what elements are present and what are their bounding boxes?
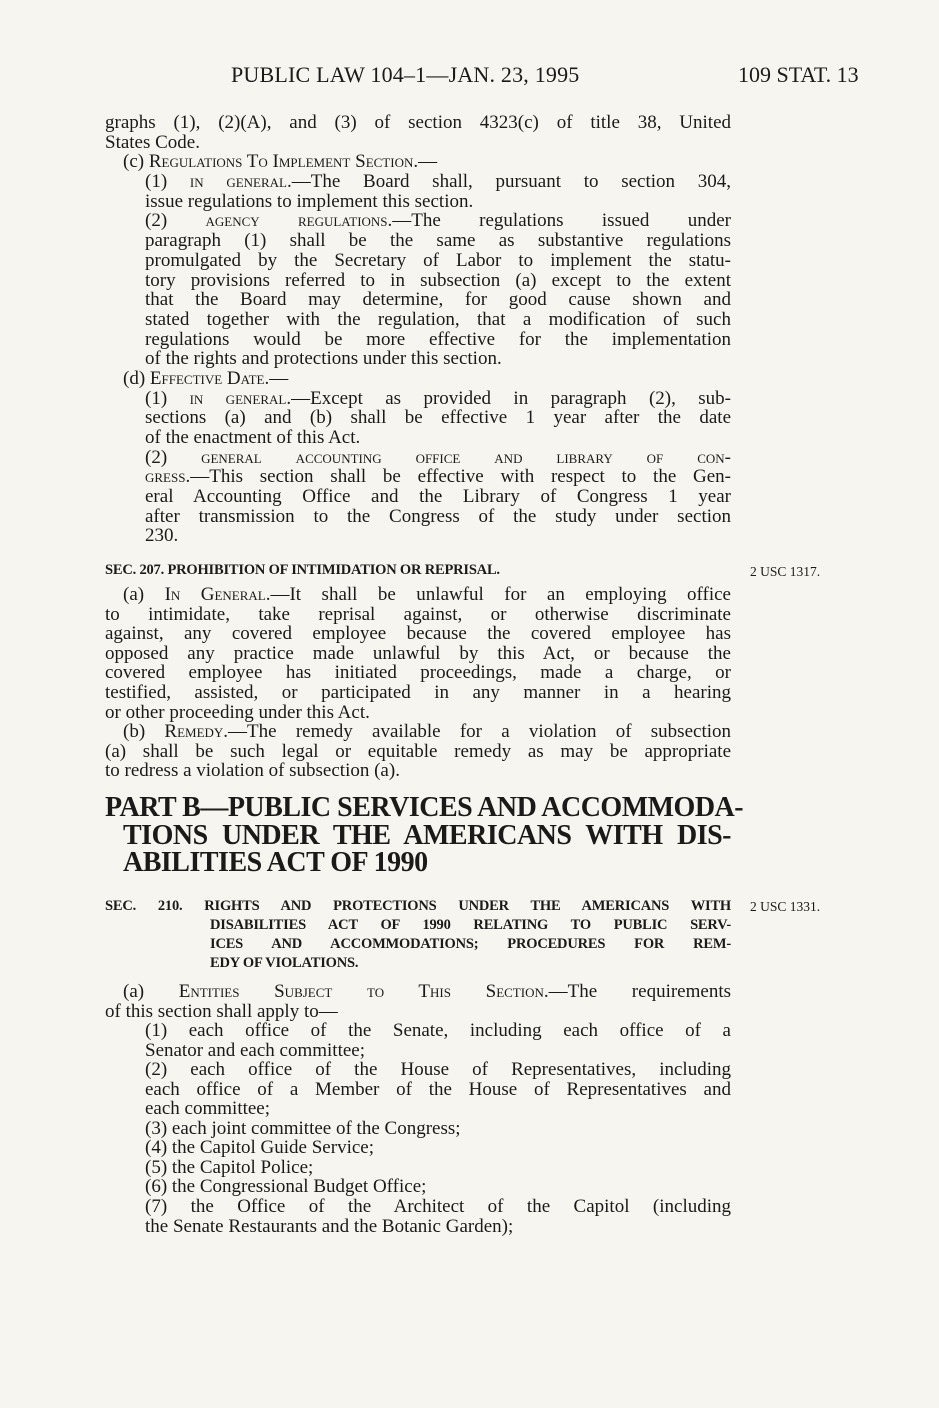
text-line [105, 133, 731, 153]
text-run: .—The requirements [543, 981, 731, 1002]
section-206-continuation [105, 113, 731, 546]
text-run: .—It shall be unlawful for an employing office [265, 584, 731, 605]
text-line [105, 369, 731, 389]
paragraph [105, 1021, 731, 1060]
text-line [105, 703, 731, 723]
text-run: .—Except as provided in paragraph (2), sub- [286, 387, 731, 409]
text-run: or other proceeding under this Act. [105, 701, 370, 723]
text-line [105, 526, 731, 546]
text-line [105, 211, 731, 231]
section-210-body [105, 982, 731, 1236]
text-run: tory provisions referred to in subsection (a) except to the extent [145, 269, 731, 291]
text-line [105, 982, 731, 1002]
text-run: testified, assisted, or participated in any manner in a hearing [105, 681, 731, 703]
text-line [105, 585, 731, 605]
text-run: sections (a) and (b) shall be effective 1 year after the date [145, 407, 731, 429]
small-caps-heading: general accounting office and library of con- [201, 446, 731, 468]
text-line [105, 448, 731, 468]
text-run: to redress a violation of subsection (a). [105, 760, 400, 782]
text-line [105, 624, 731, 644]
paragraph [105, 1177, 731, 1197]
text-line [105, 172, 731, 192]
statute-page-number: 109 STAT. 13 [738, 62, 859, 87]
text-run: each office of a Member of the House of Representatives and [145, 1078, 731, 1100]
text-line [105, 1099, 731, 1119]
small-caps-heading: In General [164, 584, 266, 605]
text-run: (1) each office of the Senate, including each office of a [145, 1020, 731, 1042]
text-line [105, 1158, 731, 1178]
paragraph [105, 152, 731, 172]
part-b-heading-line: PART B—PUBLIC SERVICES AND ACCOMMODA- [105, 792, 744, 823]
text-line [105, 507, 731, 527]
text-run: of this section shall apply to— [105, 1000, 338, 1022]
text-run: after transmission to the Congress of the study under section [145, 505, 731, 527]
small-caps-heading: gress [145, 466, 186, 488]
text-line [105, 644, 731, 664]
text-run: eral Accounting Office and the Library of Congress 1 year [145, 486, 731, 508]
text-run: paragraph (1) shall be the same as substantive regulations [145, 230, 731, 252]
text-run: (3) each joint committee of the Congress; [145, 1117, 461, 1139]
text-line [105, 113, 731, 133]
small-caps-heading: Remedy [164, 721, 224, 743]
text-line [105, 1197, 731, 1217]
text-run: (7) the Office of the Architect of the Capitol (including [145, 1196, 731, 1218]
section-207-heading: SEC. 207. PROHIBITION OF INTIMIDATION OR REPRISAL. [105, 562, 500, 578]
paragraph [105, 722, 731, 781]
text-line [105, 1080, 731, 1100]
text-line [105, 1060, 731, 1080]
text-run: .—The regulations issued under [387, 210, 731, 232]
section-210-heading-line: DISABILITIES ACT OF 1990 RELATING TO PUBLIC SERV- [210, 917, 731, 933]
text-line [105, 290, 731, 310]
text-run: regulations would be more effective for the implementation [145, 328, 731, 350]
small-caps-heading: Regulations To Implement Section [148, 151, 414, 173]
paragraph [105, 1197, 731, 1236]
paragraph [105, 211, 731, 369]
text-run: .— [413, 151, 438, 173]
small-caps-heading: in general [189, 171, 287, 193]
text-run: graphs (1), (2)(A), and (3) of section 4323(c) of title 38, United [105, 112, 731, 133]
paragraph [105, 585, 731, 722]
text-run: States Code. [105, 131, 200, 153]
text-run: that the Board may determine, for good cause shown and [145, 289, 731, 311]
small-caps-heading: Effective Date [149, 367, 265, 389]
text-run: (2) each office of the House of Representatives, including [145, 1059, 731, 1081]
text-run: stated together with the regulation, that a modification of such [145, 308, 731, 330]
text-line [105, 330, 731, 350]
text-line [105, 271, 731, 291]
text-line [105, 1119, 731, 1139]
text-line [105, 487, 731, 507]
text-line [105, 251, 731, 271]
text-line [105, 1021, 731, 1041]
text-line [105, 1217, 731, 1237]
paragraph [105, 448, 731, 546]
text-run: against, any covered employee because the covered employee has [105, 623, 731, 645]
text-run: to intimidate, take reprisal against, or otherwise discriminate [105, 603, 731, 625]
text-run: (2) [145, 446, 202, 468]
text-run: each committee; [145, 1098, 271, 1120]
text-line [105, 1041, 731, 1061]
text-line [105, 310, 731, 330]
text-line [105, 467, 731, 487]
text-run: (6) the Congressional Budget Office; [145, 1176, 427, 1198]
part-b-heading-line: TIONS UNDER THE AMERICANS WITH DIS- [123, 819, 731, 851]
text-run: the Senate Restaurants and the Botanic Garden); [145, 1215, 514, 1237]
paragraph [105, 982, 731, 1021]
section-210-heading-line: SEC. 210. RIGHTS AND PROTECTIONS UNDER THE AMERICANS WITH [105, 898, 731, 914]
text-run: of the enactment of this Act. [145, 427, 361, 448]
text-run: of the rights and protections under this section. [145, 348, 502, 370]
text-line [105, 152, 731, 172]
text-run: .—This section shall be effective with respect to the Gen- [185, 466, 731, 488]
text-run: (4) the Capitol Guide Service; [145, 1137, 374, 1159]
text-line [105, 761, 731, 781]
text-line [105, 349, 731, 369]
text-run: issue regulations to implement this section. [145, 190, 474, 212]
paragraph [105, 1060, 731, 1119]
text-run: .—The remedy available for a violation of subsection [223, 721, 731, 743]
text-run: (a) [123, 981, 179, 1002]
text-line [105, 722, 731, 742]
paragraph [105, 172, 731, 211]
text-run: (1) [145, 171, 190, 193]
text-line [105, 742, 731, 762]
text-run: (a) [123, 584, 165, 605]
small-caps-heading: Entities Subject to This Section [178, 981, 544, 1002]
small-caps-heading: in general [189, 387, 287, 409]
text-run: .—The Board shall, pursuant to section 304, [287, 171, 731, 193]
text-line [105, 428, 731, 448]
text-line [105, 1138, 731, 1158]
paragraph [105, 113, 731, 152]
text-run: .— [264, 367, 289, 389]
text-line [105, 1177, 731, 1197]
text-run: (2) [145, 210, 206, 232]
text-run: (a) shall be such legal or equitable remedy as may be appropriate [105, 740, 731, 762]
paragraph [105, 1158, 731, 1178]
text-run: Senator and each committee; [145, 1039, 365, 1061]
part-b-heading [105, 792, 744, 878]
text-run: covered employee has initiated proceedings, made a charge, or [105, 662, 731, 684]
text-line [105, 389, 731, 409]
text-line [105, 192, 731, 212]
text-line [105, 408, 731, 428]
text-run: (d) [123, 367, 150, 389]
text-line [105, 231, 731, 251]
text-run: opposed any practice made unlawful by this Act, or because the [105, 642, 731, 664]
section-207-margin-note: 2 USC 1317. [750, 564, 821, 579]
text-line [105, 683, 731, 703]
text-line [105, 605, 731, 625]
text-run: (1) [145, 387, 190, 409]
text-line [105, 663, 731, 683]
text-run: (5) the Capitol Police; [145, 1156, 314, 1178]
text-run: promulgated by the Secretary of Labor to implement the statu- [145, 249, 731, 271]
section-207-body [105, 585, 731, 781]
section-210-margin-note: 2 USC 1331. [750, 899, 821, 914]
paragraph [105, 389, 731, 448]
text-run: 230. [145, 525, 179, 547]
paragraph [105, 1119, 731, 1139]
paragraph [105, 1138, 731, 1158]
small-caps-heading: agency regulations [205, 210, 388, 232]
section-210-heading-line: ICES AND ACCOMMODATIONS; PROCEDURES FOR REM- [210, 936, 731, 952]
paragraph [105, 369, 731, 389]
running-header-title: PUBLIC LAW 104–1—JAN. 23, 1995 [231, 62, 580, 87]
text-run: (c) [123, 151, 149, 173]
part-b-heading-line: ABILITIES ACT OF 1990 [123, 847, 428, 878]
text-line [105, 1002, 731, 1022]
section-210-heading-line: EDY OF VIOLATIONS. [210, 955, 359, 971]
section-210-heading [105, 897, 731, 973]
text-run: (b) [123, 721, 165, 743]
